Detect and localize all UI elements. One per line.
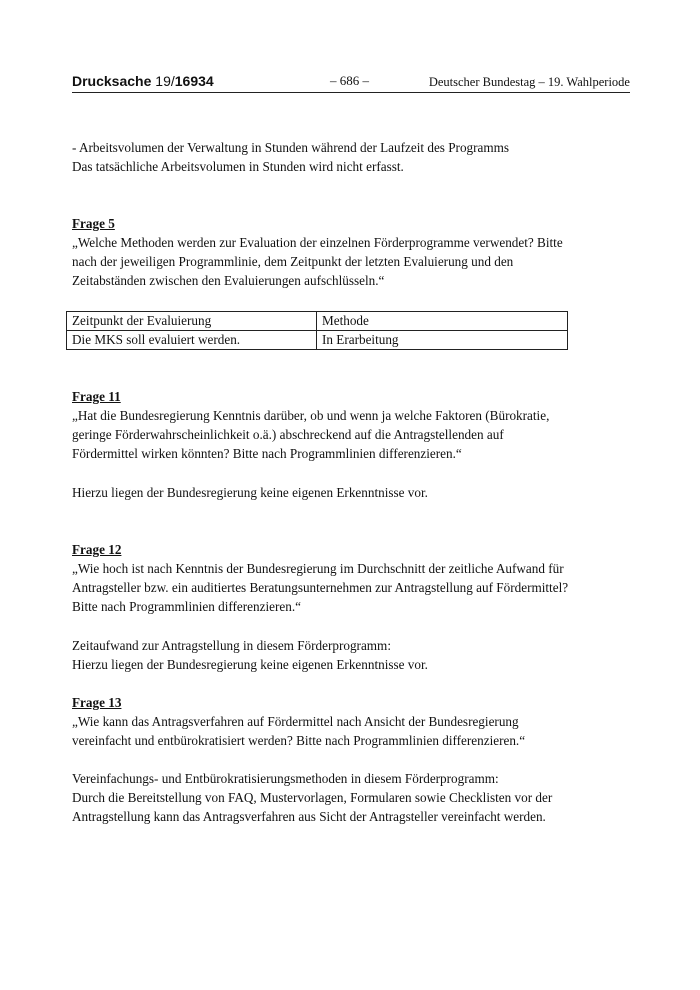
frage12-answer (72, 636, 628, 674)
evaluation-table (66, 311, 568, 350)
frage13-question-line: vereinfacht und entbürokratisiert werden? Bitte nach Programmlinien differenzieren.“ (72, 733, 526, 748)
header-parliament: Deutscher Bundestag – 19. Wahlperiode (428, 75, 630, 89)
frage13-answer-line: Durch die Bereitstellung von FAQ, Mustervorlagen, Formularen sowie Checklisten vor der (72, 790, 553, 805)
frage11-answer (72, 483, 628, 502)
frage11-answer-line: Hierzu liegen der Bundesregierung keine eigenen Erkenntnisse vor. (72, 485, 428, 500)
frage11-question-line: Fördermittel wirken könnten? Bitte nach Programmlinien differenzieren.“ (72, 446, 462, 461)
frage12-answer-line: Zeitaufwand zur Antragstellung in diesem Förderprogramm: (72, 638, 391, 653)
frage11-heading: Frage 11 (72, 389, 121, 404)
frage5-question-line: „Welche Methoden werden zur Evaluation der einzelnen Förderprogramme verwendet? Bitte (72, 235, 563, 250)
frage11-question-line: geringe Förderwahrscheinlichkeit o.ä.) abschreckend auf die Antragstellenden auf (72, 427, 504, 442)
frage11-block (72, 387, 628, 463)
frage13-answer-line: Vereinfachungs- und Entbürokratisierungsmethoden in diesem Förderprogramm: (72, 771, 499, 786)
frage13-question-line: „Wie kann das Antragsverfahren auf Fördermittel nach Ansicht der Bundesregierung (72, 714, 519, 729)
frage5-question-line: Zeitabständen zwischen den Evaluierungen aufschlüsseln.“ (72, 273, 385, 288)
table-header-cell: Methode (317, 312, 568, 331)
header-doc-label: Drucksache (72, 73, 152, 89)
intro-line: Das tatsächliche Arbeitsvolumen in Stunden wird nicht erfasst. (72, 159, 404, 174)
frage12-answer-line: Hierzu liegen der Bundesregierung keine eigenen Erkenntnisse vor. (72, 657, 428, 672)
frage11-question-line: „Hat die Bundesregierung Kenntnis darüber, ob und wenn ja welche Faktoren (Bürokratie, (72, 408, 550, 423)
frage12-question-line: „Wie hoch ist nach Kenntnis der Bundesregierung im Durchschnitt der zeitliche Aufwand für (72, 561, 564, 576)
frage13-block (72, 693, 628, 750)
frage13-heading: Frage 13 (72, 695, 122, 710)
frage13-answer (72, 769, 628, 826)
header-page-number: – 686 – (330, 73, 369, 88)
table-header-cell: Zeitpunkt der Evaluierung (67, 312, 317, 331)
table-cell: In Erarbeitung (317, 331, 568, 350)
frage5-heading: Frage 5 (72, 216, 115, 231)
frage12-question-line: Bitte nach Programmlinien differenzieren.“ (72, 599, 301, 614)
header-doc-id (72, 72, 214, 90)
header-doc-number: 16934 (174, 73, 214, 89)
intro-block (72, 138, 628, 176)
header-doc-number-prefix: 19/ (155, 73, 175, 89)
table-header-row (67, 312, 568, 331)
frage12-heading: Frage 12 (72, 542, 122, 557)
table-row (67, 331, 568, 350)
frage5-block (72, 214, 628, 290)
frage12-block (72, 540, 628, 616)
page-header (72, 72, 630, 93)
frage5-question-line: nach der jeweiligen Programmlinie, dem Zeitpunkt der letzten Evaluierung und den (72, 254, 514, 269)
intro-line: - Arbeitsvolumen der Verwaltung in Stunden während der Laufzeit des Programms (72, 140, 510, 155)
table-cell: Die MKS soll evaluiert werden. (67, 331, 317, 350)
frage13-answer-line: Antragstellung kann das Antragsverfahren aus Sicht der Antragsteller vereinfacht werden. (72, 809, 546, 824)
frage12-question-line: Antragsteller bzw. ein auditiertes Beratungsunternehmen zur Antragstellung auf Fördermittel? (72, 580, 569, 595)
